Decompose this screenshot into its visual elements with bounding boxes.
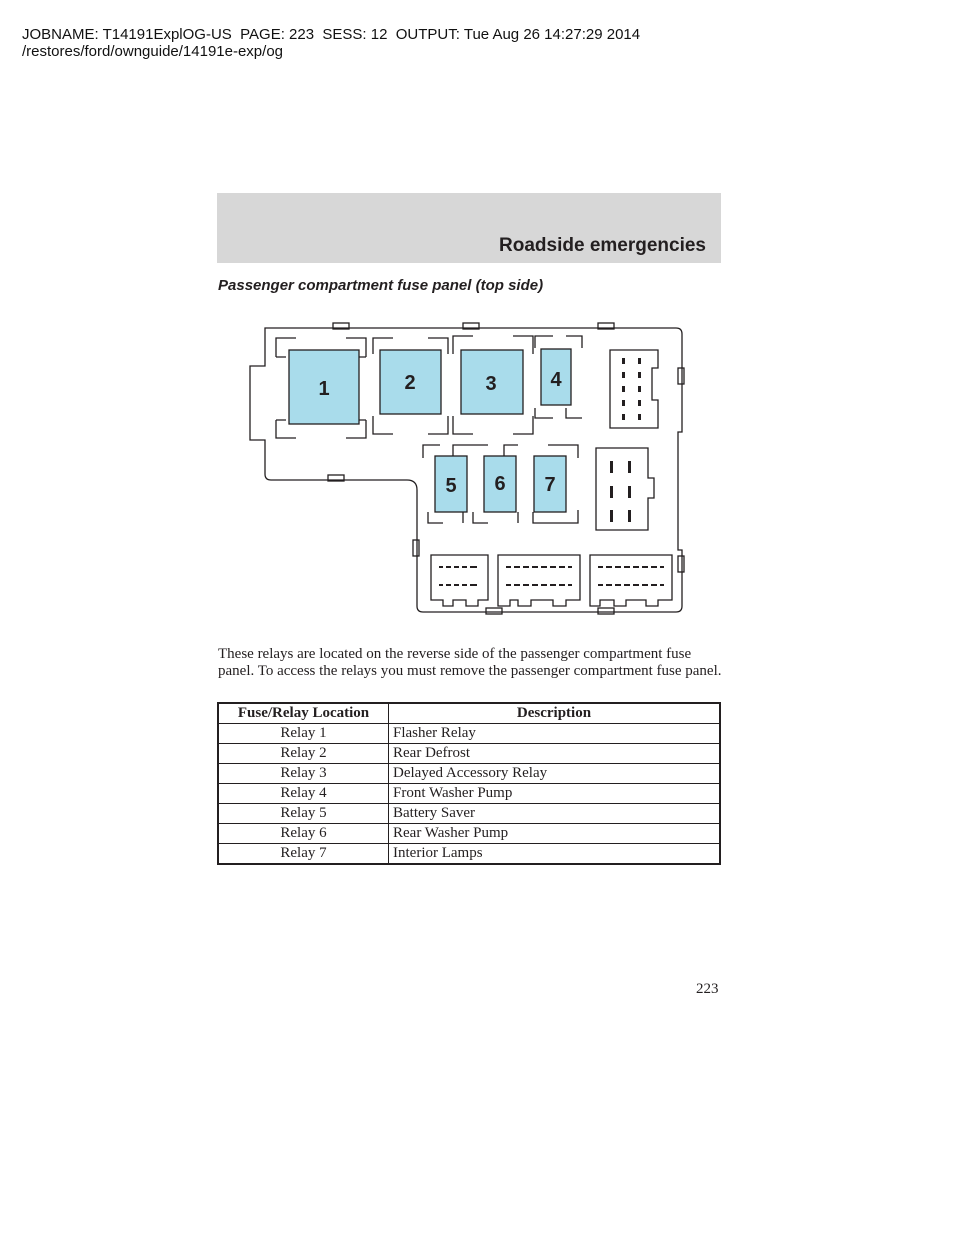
relay-label-1: 1 (318, 378, 330, 400)
fuse-block-left (431, 555, 488, 606)
path-line: /restores/ford/ownguide/14191e-exp/og (22, 43, 284, 60)
relay-description-cell: Rear Defrost (389, 744, 721, 764)
relay-label-2: 2 (404, 372, 416, 394)
section-header-bar (217, 193, 721, 263)
relay-label-6: 6 (494, 473, 506, 495)
relay-location-cell: Relay 6 (218, 824, 389, 844)
relay-location-cell: Relay 4 (218, 784, 389, 804)
body-paragraph: These relays are located on the reverse side of the passenger compartment fuse panel. To access the relays you must remove the passenger compartment fuse panel. (218, 646, 722, 679)
relay-location-cell: Relay 1 (218, 724, 389, 744)
relay-table (217, 702, 721, 865)
table-row (218, 744, 720, 764)
table-header-row (218, 703, 720, 724)
relay-description-cell: Battery Saver (389, 804, 721, 824)
relay-label-7: 7 (544, 474, 556, 496)
table-row (218, 844, 720, 865)
connector-lower (596, 448, 654, 530)
column-header-location: Fuse/Relay Location (218, 703, 389, 724)
relay-description-cell: Interior Lamps (389, 844, 721, 865)
relay-location-cell: Relay 5 (218, 804, 389, 824)
connector-upper (610, 350, 658, 428)
page-number: 223 (696, 981, 719, 997)
table-row (218, 724, 720, 744)
relay-label-5: 5 (445, 475, 457, 497)
section-title: Roadside emergencies (499, 235, 706, 256)
fuse-block-right (590, 555, 672, 606)
table-row (218, 824, 720, 844)
relay-location-cell: Relay 3 (218, 764, 389, 784)
relay-description-cell: Flasher Relay (389, 724, 721, 744)
relay-description-cell: Delayed Accessory Relay (389, 764, 721, 784)
table-row (218, 804, 720, 824)
table-row (218, 764, 720, 784)
column-header-description: Description (389, 703, 721, 724)
fuse-block-middle (498, 555, 580, 606)
fuse-panel-diagram (248, 320, 688, 618)
relay-location-cell: Relay 7 (218, 844, 389, 865)
table-row (218, 784, 720, 804)
relay-label-3: 3 (485, 373, 497, 395)
relay-description-cell: Front Washer Pump (389, 784, 721, 804)
relay-description-cell: Rear Washer Pump (389, 824, 721, 844)
job-header (22, 26, 640, 60)
relay-location-cell: Relay 2 (218, 744, 389, 764)
figure-caption: Passenger compartment fuse panel (top side) (218, 277, 544, 294)
jobname-line: JOBNAME: T14191ExplOG-US PAGE: 223 SESS: 12 OUTPUT: Tue Aug 26 14:27:29 2014 (22, 26, 641, 43)
relay-label-4: 4 (550, 369, 562, 391)
